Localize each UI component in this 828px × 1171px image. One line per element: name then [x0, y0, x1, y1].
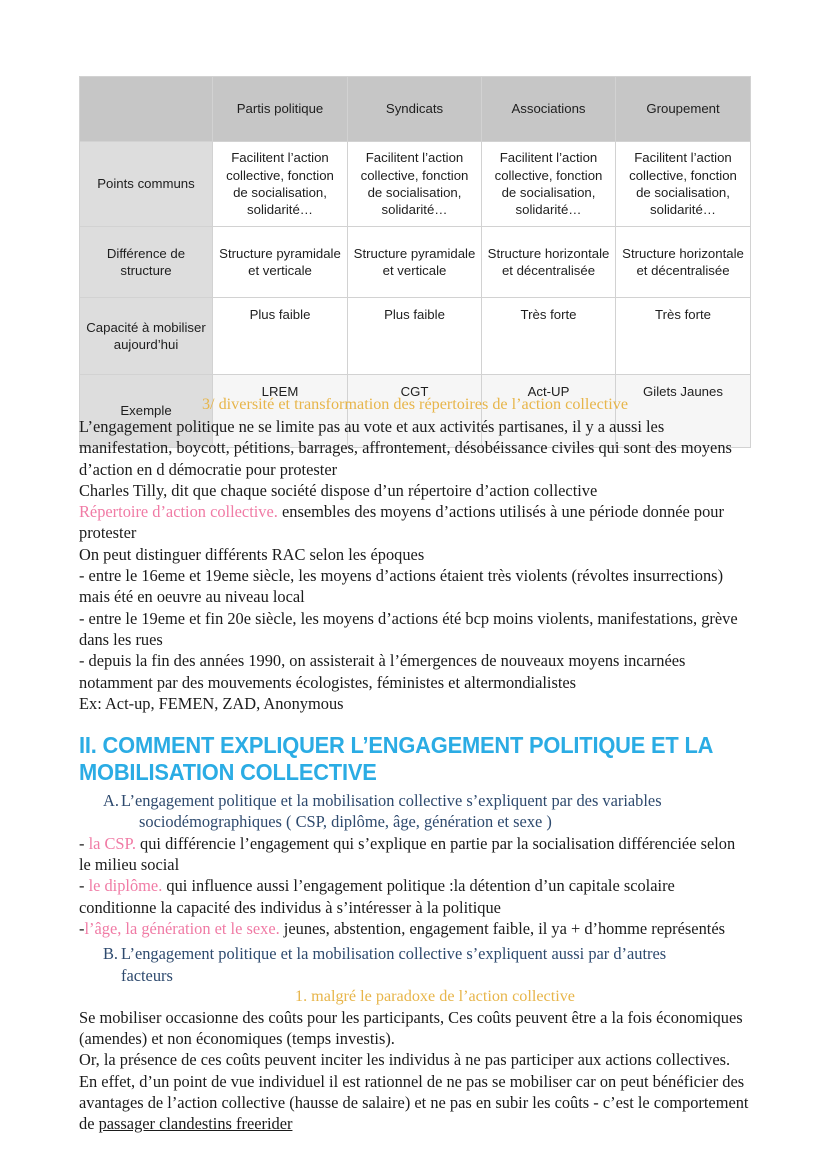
paragraph-rac-epoques: On peut distinguer différents RAC selon les époques — [79, 544, 425, 564]
table-cell: Structure pyramidale et verticale — [213, 227, 348, 298]
table-row — [80, 298, 751, 375]
document-body — [79, 394, 751, 1135]
table-cell: Très forte — [482, 298, 616, 375]
table-cell: Gilets Jaunes — [616, 375, 751, 448]
bullet-16-19eme: - entre le 16eme et 19eme siècle, les moyens d’actions étaient très violents (révoltes insurrections) mais été en oeuvre au niveau local — [79, 566, 724, 607]
table-cell: Facilitent l’action collective, fonction de socialisation, solidarité… — [213, 142, 348, 227]
table-cell: LREM — [213, 375, 348, 448]
definition-body: ensembles des moyens d’actions utilisés à une période donnée pour protester — [79, 502, 724, 543]
item-age-generation-sexe — [79, 918, 751, 939]
table-cell: Facilitent l’action collective, fonction de socialisation, solidarité… — [616, 142, 751, 227]
bullet-dash-tight: - — [79, 918, 85, 938]
table-row-header: Exemple — [80, 375, 213, 448]
bullet-dash: - — [79, 833, 89, 853]
subheading-a-letter: A. — [103, 791, 119, 811]
table-cell: Plus faible — [348, 298, 482, 375]
heading-section-3: 3/ diversité et transformation des répertoires de l’action collective — [201, 395, 629, 413]
table-column-header-1: Partis politique — [213, 77, 348, 142]
subheading-a-text — [121, 790, 721, 833]
table-cell: Très forte — [616, 298, 751, 375]
paragraph-presence-couts: Or, la présence de ces coûts peuvent inciter les individus à ne pas participer aux actions collectives. — [79, 1050, 731, 1070]
table-column-header-2: Syndicats — [348, 77, 482, 142]
subheading-b-text: L’engagement politique et la mobilisation collective s’expliquent aussi par d’autres facteurs — [121, 944, 667, 985]
item-csp-term: la CSP. — [88, 833, 136, 853]
paragraph-charles-tilly: Charles Tilly, dit que chaque société dispose d’un répertoire d’action collective — [79, 480, 598, 500]
item-diplome — [79, 875, 751, 918]
paragraph-free-rider — [79, 1071, 751, 1135]
heading-sub-1: 1. malgré le paradoxe de l’action collective — [294, 986, 575, 1005]
subheading-b — [79, 943, 751, 986]
table-row — [80, 227, 751, 298]
paragraph-couts-mobilisation: Se mobiliser occasionne des coûts pour les participants, Ces coûts peuvent être a la fois économiques (amendes) et non économiques (temps investis). — [79, 1007, 743, 1049]
table-row-header: Capacité à mobiliser aujourd’hui — [80, 298, 213, 375]
comparison-table-wrapper — [79, 76, 750, 448]
table-column-header-4: Groupement — [616, 77, 751, 142]
table-corner-cell — [80, 77, 213, 142]
subheading-a-line1: L’engagement politique et la mobilisation collective s’expliquent par des variables — [121, 791, 662, 811]
table-cell: Act-UP — [482, 375, 616, 448]
table-row — [80, 142, 751, 227]
table-row-header: Points communs — [80, 142, 213, 227]
paragraph-engagement-politique: L’engagement politique ne se limite pas au vote et aux activités partisanes, il y a aussi les manifestation, boycott, pétitions, barrages, affrontement, désobéissance civiles qui sont des moyens d’action en d démocratie pour protester — [79, 417, 732, 479]
item-age-body: jeunes, abstention, engagement faible, il ya + d’homme représentés — [279, 918, 725, 938]
paragraph-free-rider-text: En effet, d’un point de vue individuel il est rationnel de ne pas se mobiliser car on peut bénéficier des avantages de l’action collective (hausse de salaire) et ne pas en subir les coûts - c’est le comportement de — [79, 1071, 749, 1134]
subheading-b-letter: B. — [103, 944, 119, 964]
table-cell: Structure horizontale et décentralisée — [482, 227, 616, 298]
item-csp — [79, 833, 751, 876]
table-column-header-3: Associations — [482, 77, 616, 142]
table-cell: Facilitent l’action collective, fonction de socialisation, solidarité… — [348, 142, 482, 227]
definition-repertoire-action-collective — [79, 501, 751, 544]
item-diplome-body: qui influence aussi l’engagement politique :la détention d’un capitale scolaire conditionne la capacité des individus à s’intéresser à la politique — [79, 876, 675, 917]
item-csp-body: qui différencie l’engagement qui s’explique en partie par la socialisation différenciée selon le milieu social — [79, 833, 736, 875]
table-cell: CGT — [348, 375, 482, 448]
paragraph-examples-movements: Ex: Act-up, FEMEN, ZAD, Anonymous — [79, 693, 344, 713]
heading-section-2: II. COMMENT EXPLIQUER L’ENGAGEMENT POLITIQUE ET LA MOBILISATION COLLECTIVE — [79, 732, 713, 786]
bullet-dash: - — [79, 876, 89, 896]
subheading-a — [79, 790, 751, 833]
bullet-depuis-1990: - depuis la fin des années 1990, on assisterait à l’émergences de nouveaux moyens incarnées notamment par des mouvements écologistes, féministes et altermondialistes — [79, 651, 686, 692]
item-age-term: l’âge, la génération et le sexe. — [84, 918, 280, 938]
definition-term: Répertoire d’action collective. — [79, 502, 278, 522]
term-passager-clandestin: passager clandestins freerider — [98, 1114, 293, 1134]
item-diplome-term: le diplôme. — [88, 876, 163, 896]
bullet-19-20e: - entre le 19eme et fin 20e siècle, les moyens d’actions été bcp moins violents, manifestations, grève dans les rues — [79, 608, 738, 649]
table-cell: Plus faible — [213, 298, 348, 375]
table-header-row — [80, 77, 751, 142]
table-row-header: Différence de structure — [80, 227, 213, 298]
comparison-table — [79, 76, 751, 448]
table-cell: Structure horizontale et décentralisée — [616, 227, 751, 298]
table-cell: Facilitent l’action collective, fonction de socialisation, solidarité… — [482, 142, 616, 227]
subheading-a-line2: sociodémographiques ( CSP, diplôme, âge, génération et sexe ) — [139, 812, 552, 832]
table-cell: Structure pyramidale et verticale — [348, 227, 482, 298]
